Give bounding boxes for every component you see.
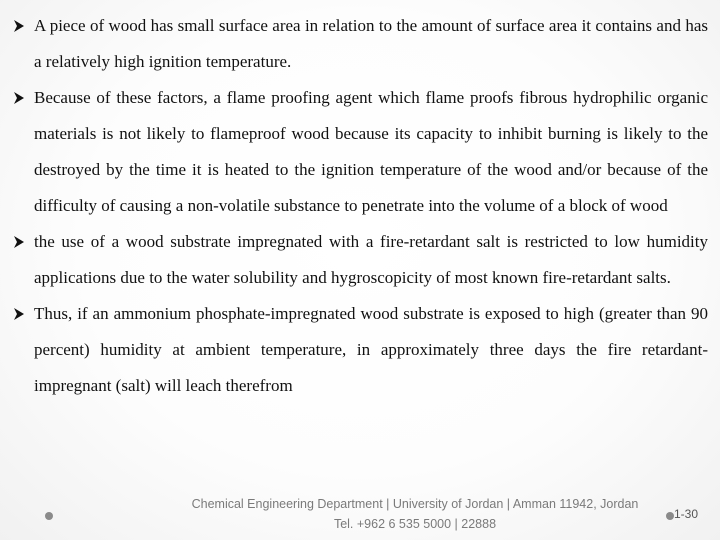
footer-dot-left [45, 512, 53, 520]
bullet-item [12, 296, 708, 404]
bullet-text: A piece of wood has small surface area in relation to the amount of surface area it contains and has a relatively high ignition temperature. [34, 16, 708, 71]
bullet-item [12, 8, 708, 80]
footer-dot-right [666, 512, 674, 520]
footer [160, 494, 670, 534]
arrow-bullet-icon [12, 91, 26, 105]
arrow-bullet-icon [12, 307, 26, 321]
bullet-list [12, 8, 708, 404]
footer-line-1: Chemical Engineering Department | University of Jordan | Amman 11942, Jordan [191, 497, 639, 511]
bullet-text: Thus, if an ammonium phosphate-impregnated wood substrate is exposed to high (greater than 90 percent) humidity at ambient temperature, in approximately three days the fire retardant-impregnant (salt) will leach therefrom [34, 304, 708, 395]
bullet-text: the use of a wood substrate impregnated with a fire-retardant salt is restricted to low humidity applications due to the water solubility and hygroscopicity of most known fire-retardant salts. [34, 232, 708, 287]
arrow-bullet-icon [12, 19, 26, 33]
bullet-item [12, 80, 708, 224]
page-number: 1-30 [674, 507, 699, 521]
arrow-bullet-icon [12, 235, 26, 249]
bullet-text: Because of these factors, a flame proofing agent which flame proofs fibrous hydrophilic organic materials is not likely to flameproof wood because its capacity to inhibit burning is likely to the destroyed by the time it is heated to the ignition temperature of the wood and/or because of the difficulty of causing a non-volatile substance to penetrate into the volume of a block of wood [34, 88, 708, 215]
footer-line-2: Tel. +962 6 535 5000 | 22888 [333, 517, 497, 531]
bullet-item [12, 224, 708, 296]
